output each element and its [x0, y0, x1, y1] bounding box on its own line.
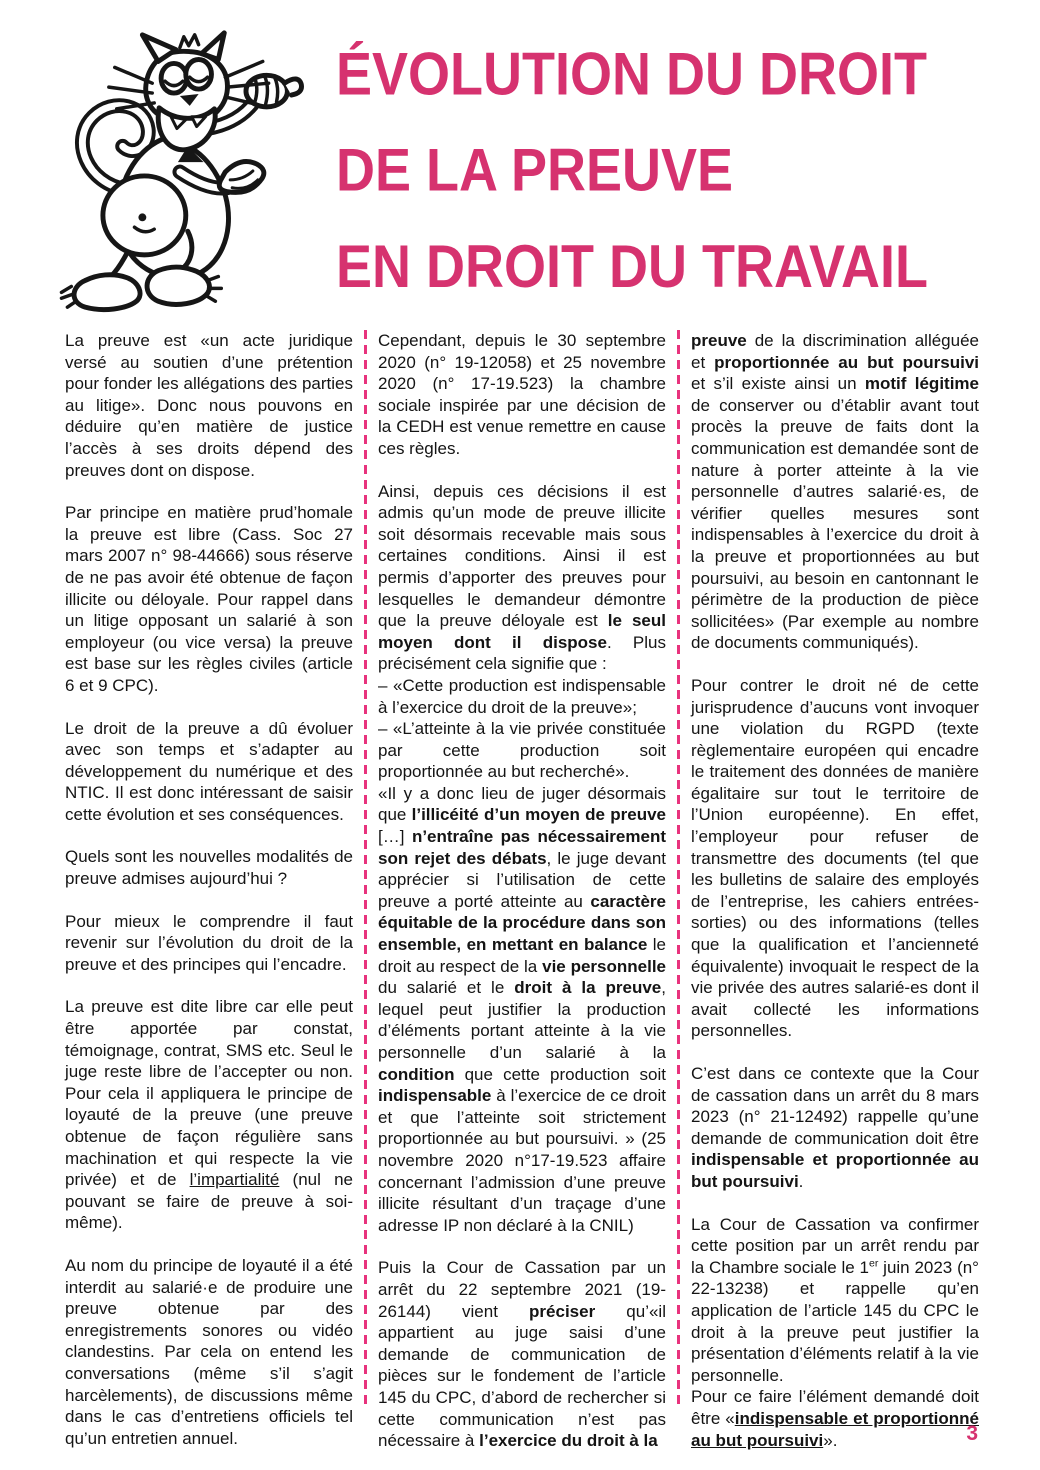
text-run: vie personnelle — [542, 956, 667, 976]
paragraph — [378, 783, 666, 1236]
text-run: condition — [378, 1064, 455, 1084]
text-run: «Il y a donc lieu de juger désormais que — [378, 783, 666, 825]
text-run: indispensable et proportionné au but poursuivi — [691, 1408, 979, 1450]
article-body — [65, 330, 981, 1452]
paragraph — [65, 1255, 353, 1449]
paragraph — [378, 675, 666, 718]
title-line-1: ÉVOLUTION DU DROIT — [336, 40, 927, 108]
paragraph — [691, 330, 979, 654]
text-run: . — [798, 1171, 804, 1191]
text-run: que cette production soit — [454, 1064, 666, 1084]
text-run: , le juge devant apprécier si l’utilisation de cette preuve a porté atteinte au — [378, 848, 667, 911]
text-run: preuve — [691, 331, 747, 350]
text-run: C’est dans ce contexte que la Cour de cassation dans un arrêt du 8 mars 2023 (n° 21-12492) rappelle qu’une demande de communication doit être — [691, 1064, 979, 1148]
text-run: le droit au respect de la — [378, 935, 666, 976]
column-divider-1 — [364, 330, 367, 1408]
text-run: Pour contrer le droit né de cette jurisprudence d’aucuns vont invoquer une violation du RGPD (texte règlementaire européen qui encadre le traitement des données de manière égalitaire sur tout le territoire de l’Union européenne). En effet, l’employeur pour refuser de transmettre des documents (tel que les bulletins de salaire des employés de l’entreprise, les cahiers entrées-sorties) ou des informations (telles que la qualification et l’ancienneté équivalente) invoquait le respect de la vie privée des autres salarié-es dont il avait collecté les informations personnelles. — [691, 675, 979, 1041]
paragraph — [65, 330, 353, 481]
column-3 — [691, 330, 979, 1451]
text-run: Au nom du principe de loyauté il a été interdit au salarié·e de produire une preuve obtenue par des enregistrements sonores ou vidéo clandestins. Par cela on entend les conversations (même s’il s’agit harcèlements), de discussions même dans le cas d’entretiens officiels tel qu’un entretien annuel. — [65, 1255, 353, 1448]
paragraph — [65, 846, 353, 889]
text-run: le seul moyen dont il dispose — [378, 611, 666, 652]
text-run: , lequel peut justifier la production d’éléments portant atteinte à la vie personnelle d’un salarié à la — [378, 978, 666, 1062]
text-run: indispensable et proportionnée au but poursuivi — [691, 1150, 979, 1191]
text-run: n’entraîne pas nécessairement son rejet des débats — [378, 827, 666, 868]
text-run: Ainsi, depuis ces décisions il est admis qu’un mode de preuve illicite soit désormais recevable mais sous certaines conditions. Ainsi il est permis d’apporter des preuves pour lesquelles le demandeur démontre que la preuve déloyale est — [378, 481, 666, 631]
paragraph — [65, 996, 353, 1234]
text-run: La preuve est dite libre car elle peut être apportée par constat, témoignage, contrat, SMS etc. Seul le juge reste libre de l’accepter ou non. Pour cela il appliquera le principe de loyauté de la preuve (une preuve obtenue de façon régulière sans machination et qui respecte la vie privée) et de — [65, 997, 353, 1190]
paragraph — [378, 481, 666, 675]
title-line-3: EN DROIT DU TRAVAIL — [336, 233, 928, 301]
text-run: Puis la Cour de Cassation par un arrêt du 22 septembre 2021 (19-26144) vient — [378, 1258, 666, 1321]
text-run: l’exercice du droit à la — [479, 1431, 658, 1451]
text-run: caractère équitable de la procédure dans son ensemble, en mettant en balance — [378, 891, 666, 955]
text-run: du salarié et le — [378, 978, 515, 998]
text-run: droit à la preuve — [514, 978, 662, 998]
text-run: ». — [823, 1430, 838, 1450]
column-divider-2 — [677, 330, 680, 1408]
text-run: – «Cette production est indispensable à l’exercice du droit de la preuve»; — [378, 675, 666, 717]
text-run: juin 2023 (n° 22-13238) et rappelle qu’en application de l’article 145 du CPC le droit à la preuve peut justifier la présentation d’éléments relatif à la vie personnelle. — [691, 1257, 979, 1385]
column-2 — [378, 330, 666, 1452]
text-run: . Plus précisément cela signifie que : — [378, 632, 666, 674]
text-run: – «L’atteinte à la vie privée constituée par cette production soit proportionnée au but recherché». — [378, 719, 666, 782]
text-run: Quels sont les nouvelles modalités de preuve admises aujourd’hui ? — [65, 847, 353, 889]
paragraph — [691, 1214, 979, 1387]
text-run: La Cour de Cassation va confirmer cette position par un arrêt rendu par la Chambre sociale le 1 — [691, 1214, 979, 1277]
cat-icon — [36, 22, 304, 318]
text-run: de conserver ou d’établir avant tout procès la preuve de faits dont la communication est demandée sont de nature à porter atteinte à la vie personnelle d’autres salarié·es, de vérifier quelles mesures sont indispensables à l’exercice du droit à la preuve et proportionnées au but poursuivi, au besoin en cantonnant le périmètre de la production de pièce sollicitées» (Par exemple au nombre de documents communiqués). — [691, 395, 979, 653]
laughing-cat-illustration — [36, 22, 304, 318]
text-run: et s’il existe ainsi un — [691, 374, 865, 394]
paragraph — [65, 502, 353, 696]
paragraph — [691, 1386, 979, 1451]
paragraph — [65, 718, 353, 826]
text-run: l’impartialité — [189, 1170, 280, 1190]
text-run: er — [868, 1257, 879, 1270]
text-run: Pour ce faire l’élément demandé doit être « — [691, 1387, 979, 1428]
text-run: Le droit de la preuve a dû évoluer avec son temps et s’adapter au développement du numérique et des NTIC. Il est donc intéressant de saisir cette évolution et ses conséquences. — [65, 718, 353, 824]
text-run: qu’«il appartient au juge saisi d’une demande de communication de pièces sur le fondement de l’article 145 du CPC, d’abord de rechercher si cette communication n’est pas nécessaire à — [378, 1301, 666, 1451]
text-run: (nul ne pouvant se faire de preuve à soi-même). — [65, 1170, 353, 1233]
text-run: motif légitime — [864, 374, 979, 394]
text-run: l’illicéité d’un moyen de preuve — [411, 805, 666, 825]
paragraph — [378, 718, 666, 783]
page-number: 3 — [966, 1422, 978, 1445]
text-run: La preuve est «un acte juridique versé au soutien d’une prétention pour fonder les allégations des parties au litige». Donc nous pouvons en déduire qu’en matière de justice l’accès à ses droits dépend des preuves dont on dispose. — [65, 331, 353, 480]
column-1 — [65, 330, 353, 1449]
article-title — [336, 26, 1004, 315]
text-run: de la discrimination alléguée et — [691, 331, 979, 372]
text-run: Pour mieux le comprendre il faut revenir sur l’évolution du droit de la preuve et des principes qui l’encadre. — [65, 911, 353, 974]
paragraph — [378, 330, 666, 460]
paragraph — [691, 1063, 979, 1193]
text-run: indispensable — [378, 1086, 492, 1106]
text-run: préciser — [529, 1301, 596, 1321]
title-line-2: DE LA PREUVE — [336, 136, 734, 205]
text-run: à l’exercice de ce droit et que l’atteinte soit strictement proportionnée au but poursuivi. » (25 novembre 2020 n°17-19.523 affaire concernant l’admission d’une preuve illicite résultant d’un traçage d’une adresse IP non déclaré à la CNIL) — [378, 1086, 666, 1235]
text-run: […] — [378, 827, 412, 847]
text-run: Cependant, depuis le 30 septembre 2020 (n° 19-12058) et 25 novembre 2020 (n° 17-19.523) la chambre sociale inspirée par une décision de la CEDH est venue remettre en cause ces règles. — [378, 331, 666, 458]
paragraph — [65, 911, 353, 976]
paragraph — [691, 675, 979, 1042]
paragraph — [378, 1257, 666, 1451]
text-run: proportionnée au but poursuivi — [714, 352, 979, 372]
text-run: Par principe en matière prud’homale la preuve est libre (Cass. Soc 27 mars 2007 n° 98-44666) sous réserve de ne pas avoir été obtenue de façon illicite ou déloyale. Pour rappel dans un litige opposant un salarié à son employeur (ou vice versa) la preuve est base sur les règles civiles (article 6 et 9 CPC). — [65, 503, 353, 695]
